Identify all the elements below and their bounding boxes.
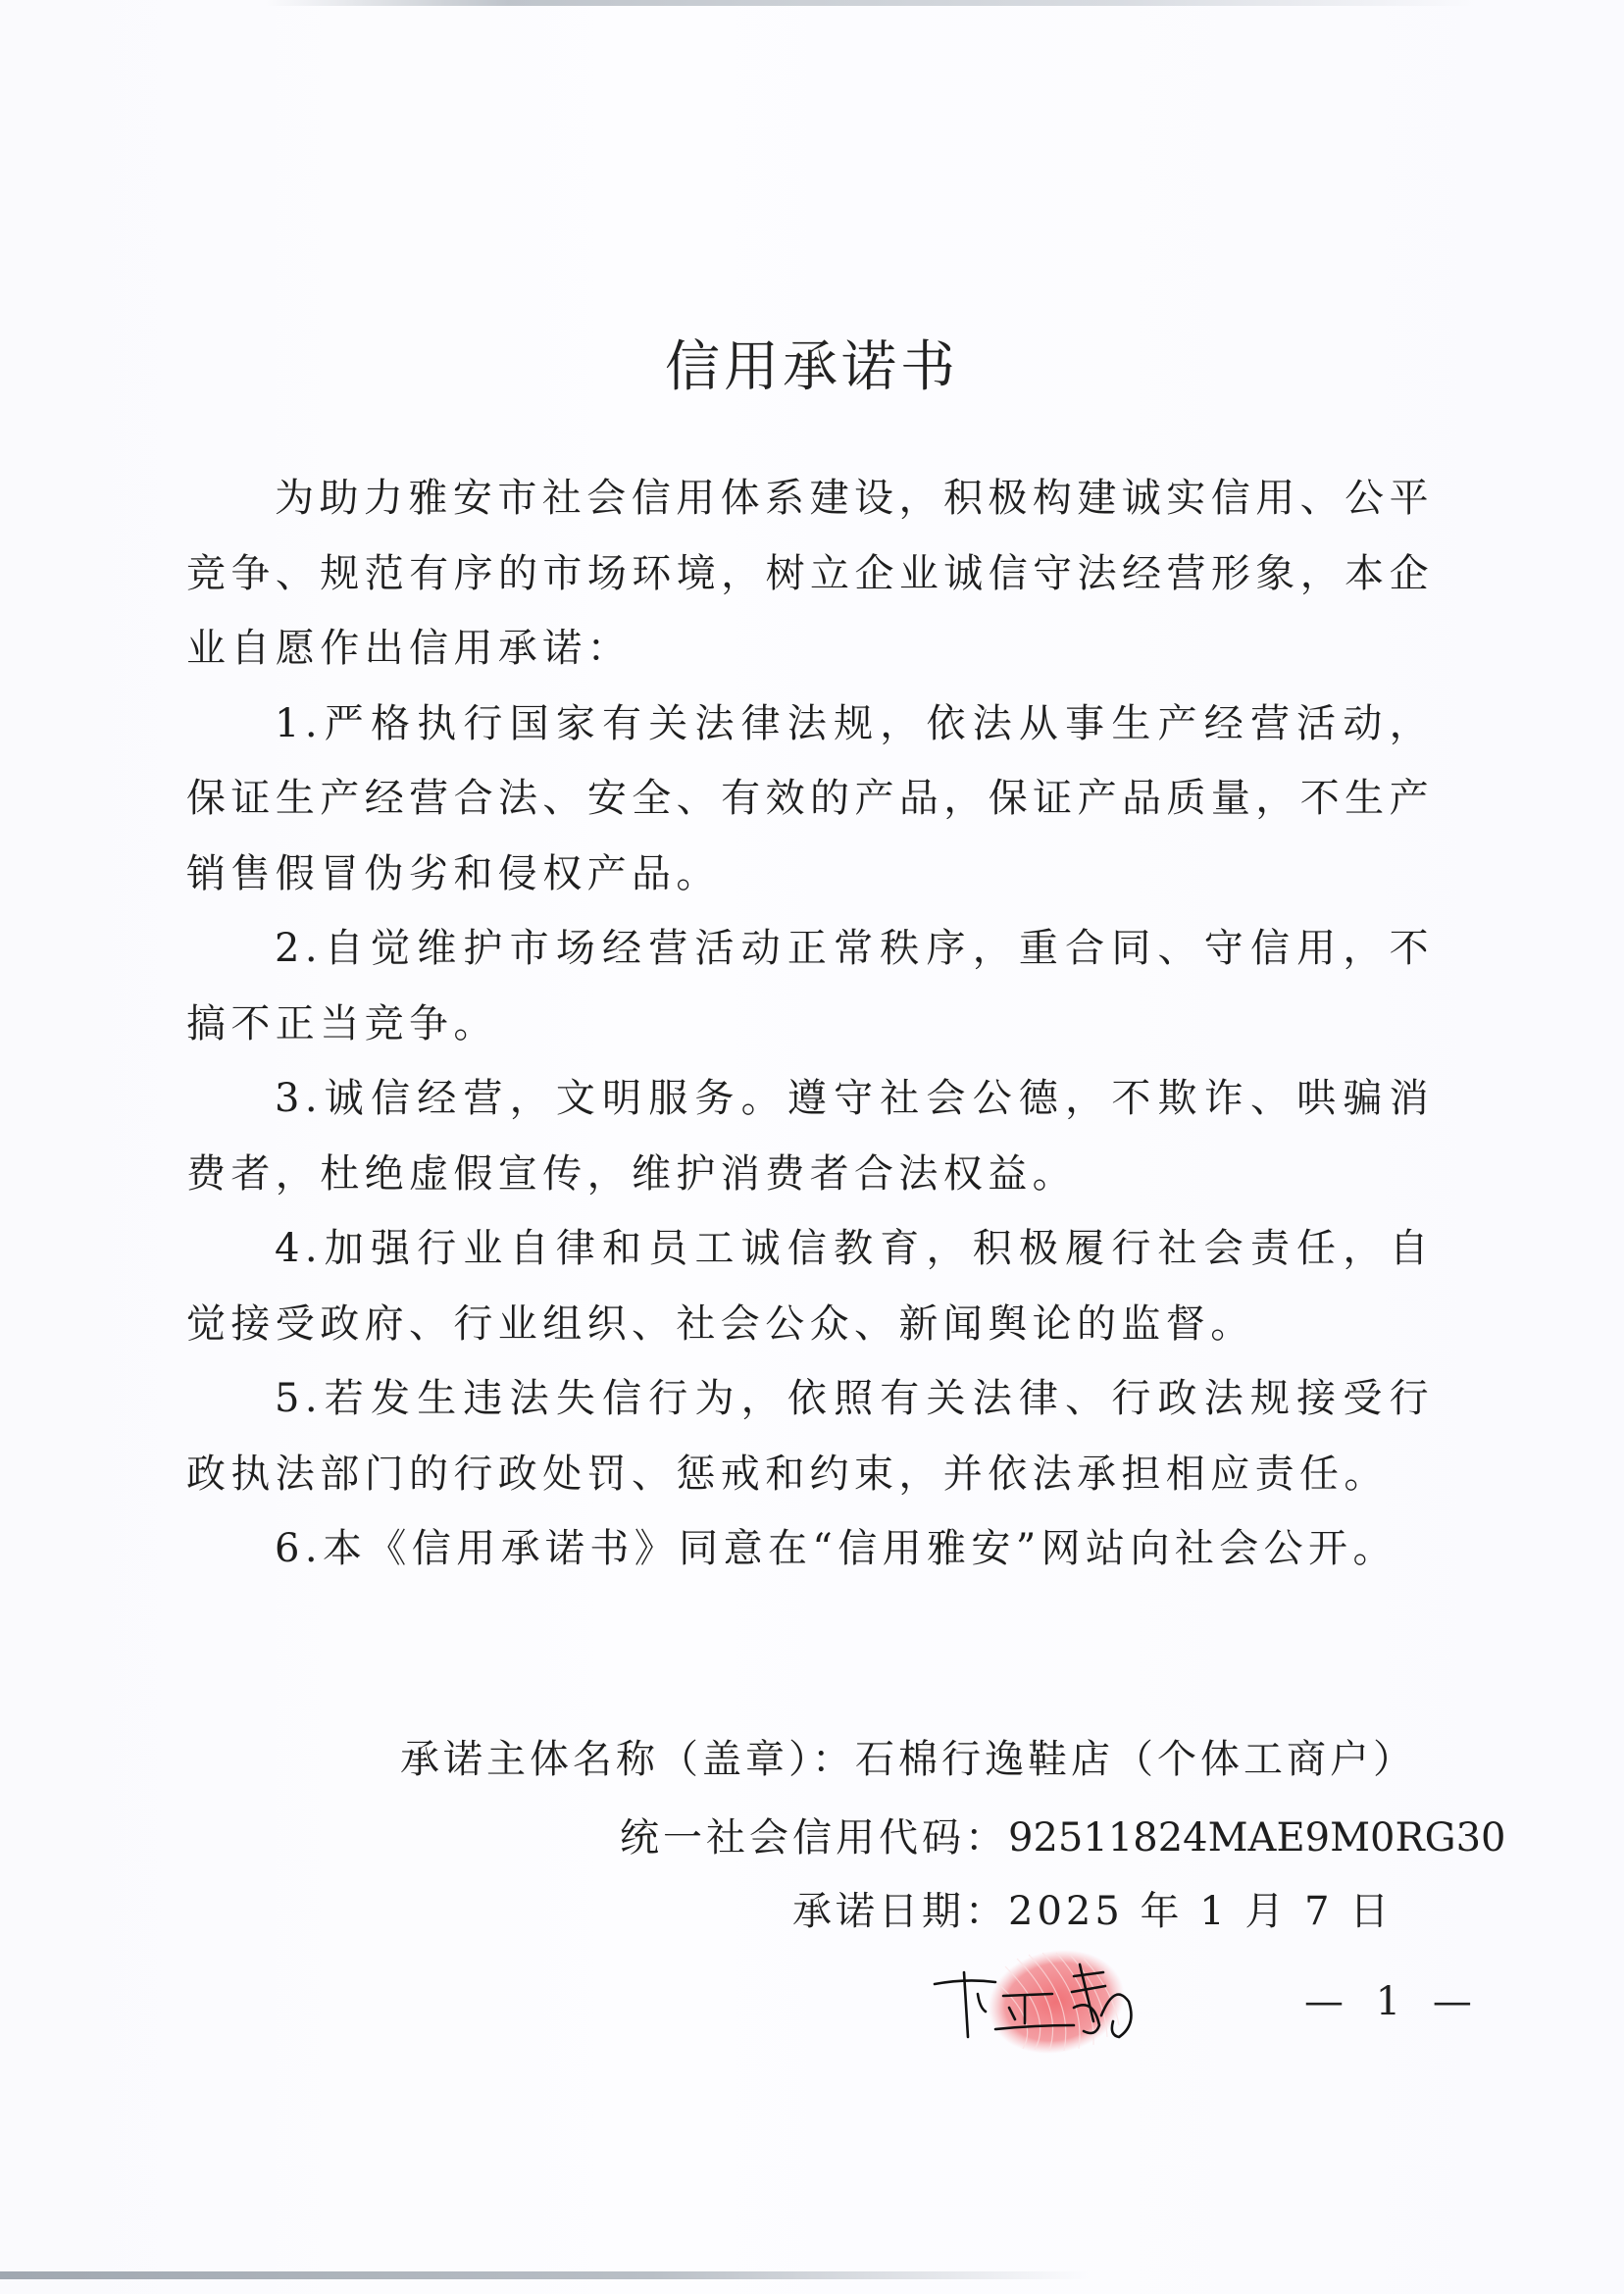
page-number: — 1 — <box>1304 1979 1482 2024</box>
date-value: 2025 年 1 月 7 日 <box>1008 1889 1394 1934</box>
scan-edge-top <box>265 0 1481 6</box>
document-body <box>186 461 1434 1587</box>
entity-name-value: 石棉行逸鞋店（个体工商户） <box>855 1737 1416 1782</box>
commitment-item-3: 3.诚信经营，文明服务。遵守社会公德，不欺诈、哄骗消费者，杜绝虚假宣传，维护消费者合法权益。 <box>186 1076 1434 1197</box>
fingerprint-icon <box>927 1947 1182 2055</box>
credit-code-label: 统一社会信用代码： <box>620 1815 1008 1861</box>
commitment-item-2: 2.自觉维护市场经营活动正常秩序，重合同、守信用，不搞不正当竞争。 <box>186 926 1434 1046</box>
date-label: 承诺日期： <box>792 1889 1008 1934</box>
commitment-item-6: 6.本《信用承诺书》同意在“信用雅安”网站向社会公开。 <box>275 1526 1397 1571</box>
date-line <box>792 1880 1393 1936</box>
document-title: 信用承诺书 <box>665 334 959 399</box>
intro-paragraph: 为助力雅安市社会信用体系建设，积极构建诚实信用、公平竞争、规范有序的市场环境，树立企业诚信守法经营形象，本企业自愿作出信用承诺： <box>186 476 1434 671</box>
entity-name-label: 承诺主体名称（盖章）： <box>400 1737 855 1782</box>
handwritten-signature <box>927 1947 1182 2055</box>
commitment-item-1: 1.严格执行国家有关法律法规，依法从事生产经营活动，保证生产经营合法、安全、有效的产品，保证产品质量，不生产销售假冒伪劣和侵权产品。 <box>186 700 1434 896</box>
entity-name-line <box>400 1728 1416 1784</box>
commitment-item-5: 5.若发生违法失信行为，依照有关法律、行政法规接受行政执法部门的行政处罚、惩戒和约束，并依法承担相应责任。 <box>186 1376 1434 1497</box>
credit-code-value: 92511824MAE9M0RG30 <box>1008 1815 1506 1861</box>
scan-edge-bottom <box>0 2271 1089 2279</box>
credit-code-line <box>620 1807 1505 1862</box>
commitment-item-4: 4.加强行业自律和员工诚信教育，积极履行社会责任，自觉接受政府、行业组织、社会公众、新闻舆论的监督。 <box>186 1226 1434 1347</box>
